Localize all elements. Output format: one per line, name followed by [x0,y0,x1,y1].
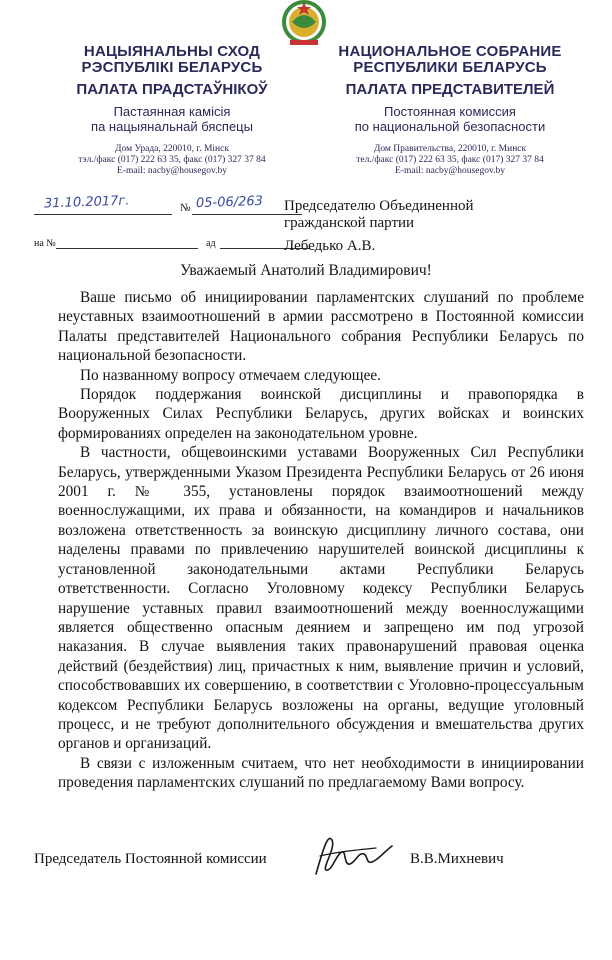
org-name-by-line1: НАЦЫЯНАЛЬНЫ СХОД [83,43,261,60]
letterhead-russian [320,44,580,177]
salutation: Уважаемый Анатолий Владимирович! [180,262,432,279]
handwritten-signature-icon [306,826,398,882]
addressee [284,198,584,255]
address-by-line1: Дом Урада, 220010, г. Мінск [115,144,229,154]
committee-by-line1: Пастаянная камісія [113,104,231,119]
committee-ru-line2: по национальной безопасности [354,119,546,134]
signatory-title: Председатель Постоянной комиссии [34,851,267,867]
paragraph-2: По названному вопросу отмечаем следующее. [80,366,381,384]
org-name-by-line2: РЭСПУБЛІКІ БЕЛАРУСЬ [81,59,263,76]
committee-ru-line1: Постоянная комиссия [384,104,516,119]
chamber-name-ru: ПАЛАТА ПРЕДСТАВИТЕЛЕЙ [345,81,555,98]
paragraph-4: В частности, общевоинскими уставами Вооруженных Сил Республики Беларусь, утвержденными Указом Президента Республики Беларусь от 26 июня 2001 г. № 355, установлены порядок взаимоотношений между военнослужащими, их права и обязанности, на командиров и начальников возложена ответственность за воинскую дисциплину личного состава, они наделены правами по привлечению нарушителей воинской дисциплины к установленной законодательными актами Республики Беларусь ответственности. Согласно Уголовному кодексу Республики Беларусь нарушение уставных правил взаимоотношений между военнослужащими является общественно опасным деянием и запрещено им под угрозой наказания. В случае выявления таких правонарушений правовая оценка действий (бездействия) лиц, причастных к ним, выявление причин и условий, способствовавших их совершению, в соответствии с Уголовно-процессуальным кодексом Республики Беларусь возложены на органы, ведущие уголовный процесс, и не требуют дополнительного обсуждения и вмешательства других органов и организаций. [58,444,584,753]
committee-by-line2: па нацыянальнай бяспецы [91,119,253,134]
paragraph-3: Порядок поддержания воинской дисциплины и правопорядка в Вооруженных Силах Республики Беларусь, других войсках и воинских формированиях определен на законодательном уровне. [58,386,584,442]
email-ru: E-mail: nacby@housegov.by [395,166,505,176]
on-number-line [56,248,198,249]
date-field [34,193,172,215]
address-by-line2: тэл./факс (017) 222 63 35, факс (017) 327 37 84 [78,155,266,165]
handwritten-number: 05-06/263 [195,193,264,212]
address-ru-line1: Дом Правительства, 220010, г. Минск [373,144,527,154]
state-emblem-icon [276,0,332,46]
address-ru-line2: тел./факс (017) 222 63 35, факс (017) 327 37 84 [356,155,544,165]
handwritten-date: 31.10.2017г. [43,193,130,212]
org-name-ru-line2: РЕСПУБЛИКИ БЕЛАРУСЬ [353,59,547,76]
signatory-name: В.В.Михневич [410,851,504,867]
letterhead-belarusian [42,44,302,177]
chamber-name-by: ПАЛАТА ПРАДСТАЎНІКОЎ [76,81,268,98]
addressee-name: Лебедько А.В. [284,238,376,254]
addressee-line1: Председателю Объединенной [284,198,474,214]
incoming-reference [34,236,274,250]
email-by: E-mail: nacby@housegov.by [117,166,227,176]
paragraph-1: Ваше письмо об инициировании парламентских слушаний по проблеме неуставных взаимоотношений в армии рассмотрено в Постоянной комиссии Палаты представителей Национального собрания Республики Беларусь по национальной безопасности. [58,289,584,365]
number-label: № [180,202,191,214]
on-number-label: на № [34,238,56,249]
addressee-line2: гражданской партии [284,215,415,231]
outgoing-reference [34,193,264,216]
from-label: ад [206,238,216,249]
org-name-ru-line1: НАЦИОНАЛЬНОЕ СОБРАНИЕ [338,43,562,60]
paragraph-5: В связи с изложенным считаем, что нет необходимости в инициировании проведения парламентских слушаний по предлагаемому Вами вопросу. [58,754,584,792]
letter-body [58,288,584,793]
